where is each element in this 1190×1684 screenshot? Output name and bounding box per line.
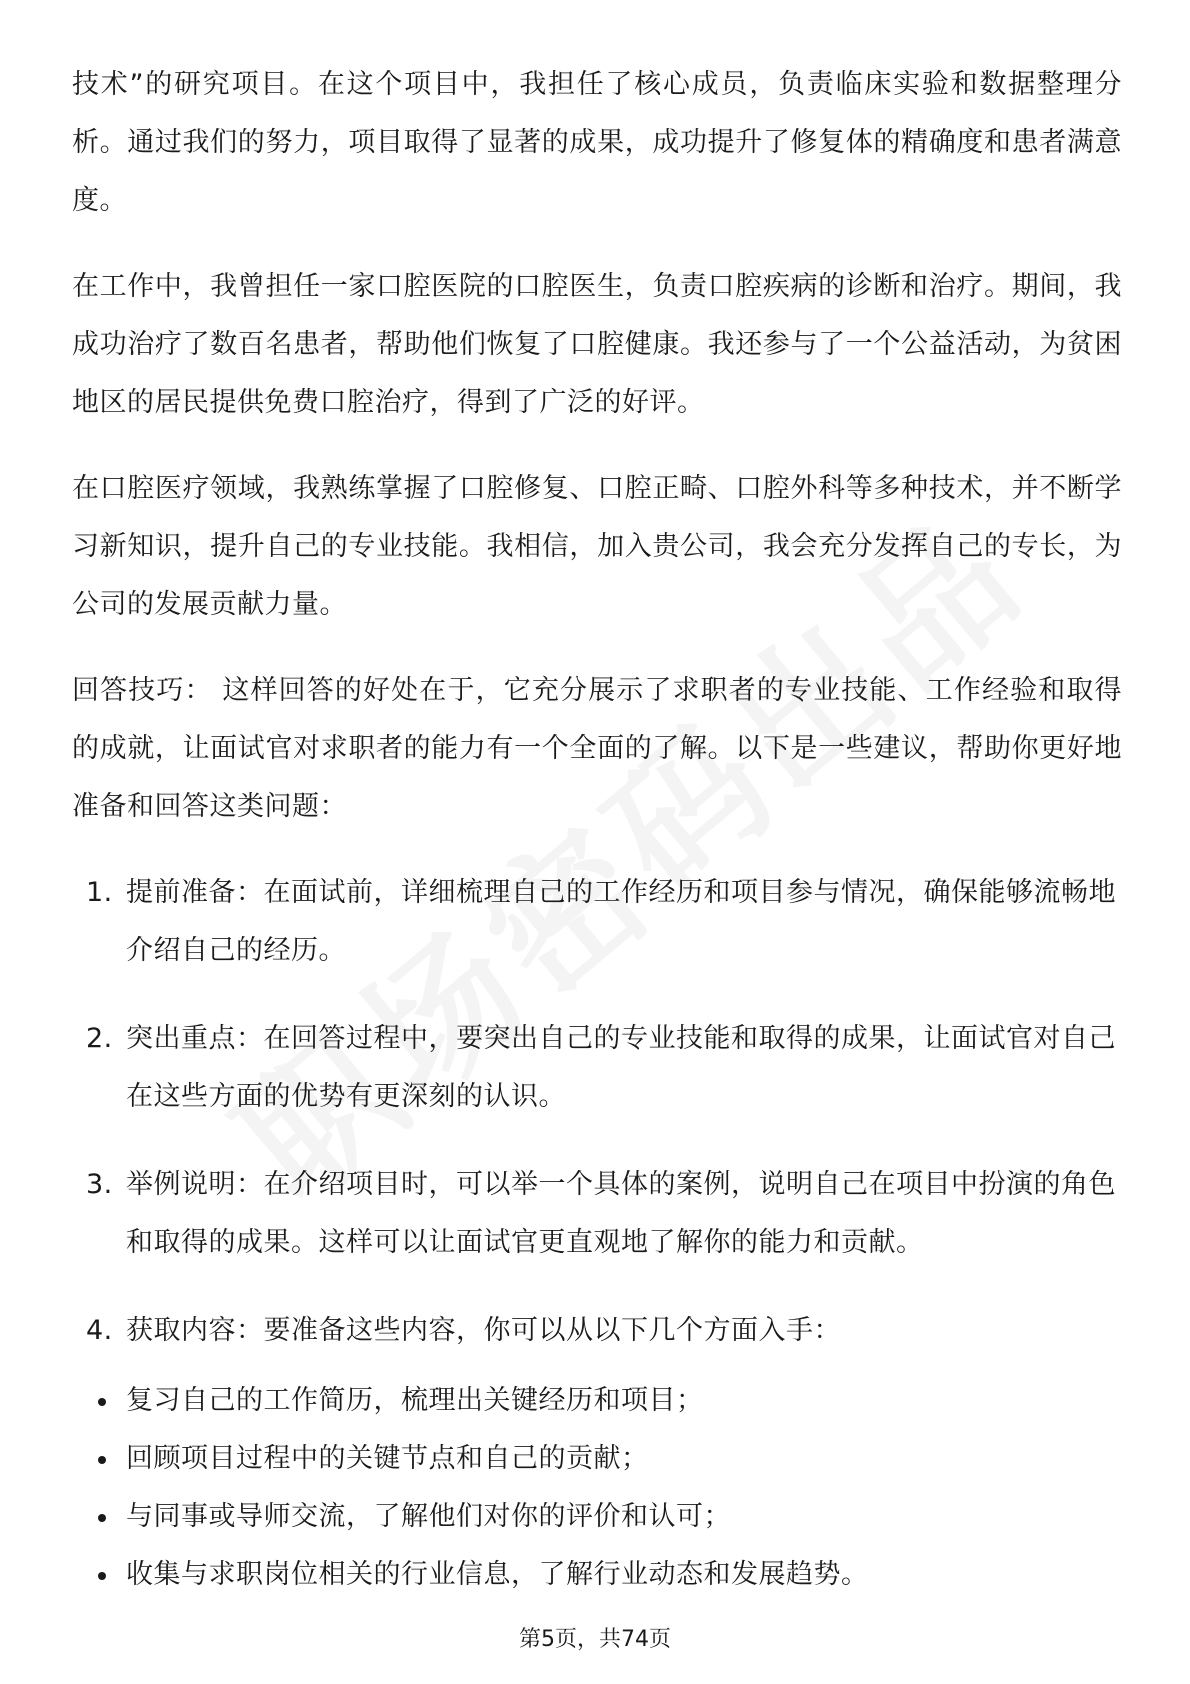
- list-item: [72, 1156, 1122, 1272]
- bullet-item: [72, 1430, 1122, 1488]
- bullet-text: 回顾项目过程中的关键节点和自己的贡献；: [126, 1443, 649, 1474]
- list-item-text: 提前准备：在面试前，详细梳理自己的工作经历和项目参与情况，确保能够流畅地介绍自己的经历。: [126, 877, 1116, 966]
- bullet-item: [72, 1488, 1122, 1546]
- tips-list: [72, 864, 1122, 1360]
- list-item-text: 举例说明：在介绍项目时，可以举一个具体的案例，说明自己在项目中扮演的角色和取得的成果。这样可以让面试官更直观地了解你的能力和贡献。: [126, 1169, 1116, 1258]
- bullet-item: [72, 1546, 1122, 1604]
- bullet-text: 收集与求职岗位相关的行业信息，了解行业动态和发展趋势。: [126, 1559, 869, 1590]
- bullet-dot-icon: [98, 1456, 106, 1464]
- bullet-list: [72, 1372, 1122, 1604]
- bullet-text: 与同事或导师交流，了解他们对你的评价和认可；: [126, 1501, 731, 1532]
- paragraph-skills: 在口腔医疗领域，我熟练掌握了口腔修复、口腔正畸、口腔外科等多种技术，并不断学习新知识，提升自己的专业技能。我相信，加入贵公司，我会充分发挥自己的专长，为公司的发展贡献力量。: [72, 473, 1122, 620]
- bullet-dot-icon: [98, 1514, 106, 1522]
- list-number: 4.: [86, 1315, 113, 1346]
- page-footer: 第5页，共74页: [519, 1627, 671, 1652]
- list-item: [72, 1010, 1122, 1126]
- bullet-dot-icon: [98, 1398, 106, 1406]
- list-item: [72, 864, 1122, 980]
- bullet-text: 复习自己的工作简历，梳理出关键经历和项目；: [126, 1385, 704, 1416]
- paragraph-tips: 回答技巧： 这样回答的好处在于，它充分展示了求职者的专业技能、工作经验和取得的成就，让面试官对求职者的能力有一个全面的了解。以下是一些建议，帮助你更好地准备和回答这类问题：: [72, 675, 1122, 822]
- bullet-dot-icon: [98, 1572, 106, 1580]
- paragraph-project: 技术”的研究项目。在这个项目中，我担任了核心成员，负责临床实验和数据整理分析。通过我们的努力，项目取得了显著的成果，成功提升了修复体的精确度和患者满意度。: [72, 69, 1122, 216]
- list-number: 1.: [86, 877, 113, 908]
- list-item: [72, 1302, 1122, 1360]
- document-body: [72, 56, 1122, 1604]
- list-number: 2.: [86, 1023, 113, 1054]
- paragraph-work: 在工作中，我曾担任一家口腔医院的口腔医生，负责口腔疾病的诊断和治疗。期间，我成功治疗了数百名患者，帮助他们恢复了口腔健康。我还参与了一个公益活动，为贫困地区的居民提供免费口腔治疗，得到了广泛的好评。: [72, 271, 1122, 418]
- list-item-text: 突出重点：在回答过程中，要突出自己的专业技能和取得的成果，让面试官对自己在这些方面的优势有更深刻的认识。: [126, 1023, 1116, 1112]
- bullet-item: [72, 1372, 1122, 1430]
- list-item-text: 获取内容：要准备这些内容，你可以从以下几个方面入手：: [126, 1315, 841, 1346]
- list-number: 3.: [86, 1169, 113, 1200]
